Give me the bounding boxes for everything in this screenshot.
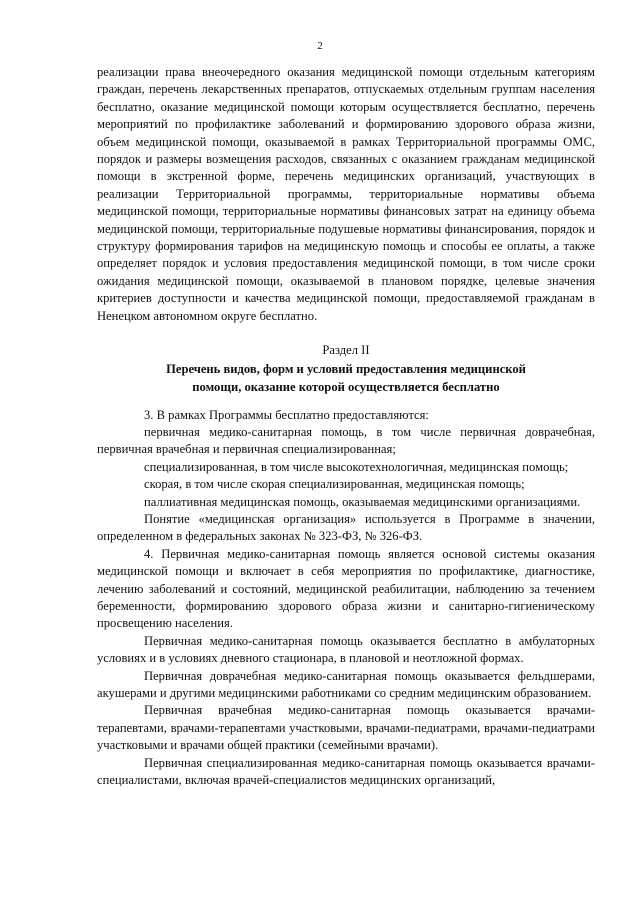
paragraph: Первичная доврачебная медико-санитарная помощь оказывается фельдшерами, акушерами и другими медицинскими работниками со средним медицинским образованием. — [97, 668, 595, 700]
document-body — [97, 64, 595, 789]
section-title-line-2: помощи, оказание которой осуществляется бесплатно — [192, 379, 500, 394]
section-label: Раздел II — [322, 343, 370, 358]
paragraph: 4. Первичная медико-санитарная помощь является основой системы оказания медицинской помощи и включает в себя мероприятия по профилактике, диагностике, лечению заболеваний и состояний, медицинской реабилитации, наблюдению за течением беременности, формированию здорового образа жизни и санитарно-гигиеническому просвещению населения. — [97, 546, 595, 631]
paragraph: Первичная врачебная медико-санитарная помощь оказывается врачами-терапевтами, врачами-терапевтами участковыми, врачами-педиатрами, врачами-педиатрами участковыми и врачами общей практики (семейными врачами). — [97, 703, 595, 753]
paragraph: скорая, в том числе скорая специализированная, медицинская помощь; — [144, 477, 525, 492]
paragraph: Первичная медико-санитарная помощь оказывается бесплатно в амбулаторных условиях и в условиях дневного стационара, в плановой и неотложной формах. — [97, 633, 595, 666]
paragraph: Понятие «медицинская организация» используется в Программе в значении, определенном в федеральных законах № 323-ФЗ, № 326-ФЗ. — [97, 511, 595, 544]
paragraph: 3. В рамках Программы бесплатно предоставляются: — [144, 407, 429, 422]
section-title — [97, 360, 595, 396]
paragraph: Первичная специализированная медико-санитарная помощь оказывается врачами-специалистами, включая врачей-специалистов медицинских организаций, — [97, 755, 595, 788]
paragraph: первичная медико-санитарная помощь, в том числе первичная доврачебная, первичная врачебная и первичная специализированная; — [97, 424, 595, 457]
intro-paragraph: реализации права внеочередного оказания медицинской помощи отдельным категориям граждан, перечень лекарственных препаратов, отпускаемых отдельным группам населения бесплатно, оказание медицинской помощи которым осуществляется бесплатно, перечень мероприятий по профилактике заболеваний и формированию здорового образа жизни, объем медицинской помощи, оказываемой в рамках Территориальной программы ОМС, порядок и размеры возмещения расходов, связанных с оказанием гражданам медицинской помощи в экстренной форме, перечень медицинских организаций, участвующих в реализации Территориальной программы, территориальные нормативы объема медицинской помощи, территориальные нормативы финансовых затрат на единицу объема медицинской помощи, территориальные подушевые нормативы финансирования, порядок и структуру формирования тарифов на медицинскую помощь и способы ее оплаты, а также определяет порядок и условия предоставления медицинской помощи, в том числе сроки ожидания медицинской помощи, оказываемой в плановом порядке, целевые значения критериев доступности и качества медицинской помощи, предоставляемой гражданам в Ненецком автономном округе бесплатно. — [97, 65, 595, 323]
page-number: 2 — [317, 40, 323, 52]
paragraph: специализированная, в том числе высокотехнологичная, медицинская помощь; — [144, 459, 569, 474]
section-title-line-1: Перечень видов, форм и условий предоставления медицинской — [166, 361, 526, 376]
paragraph: паллиативная медицинская помощь, оказываемая медицинскими организациями. — [144, 494, 581, 509]
